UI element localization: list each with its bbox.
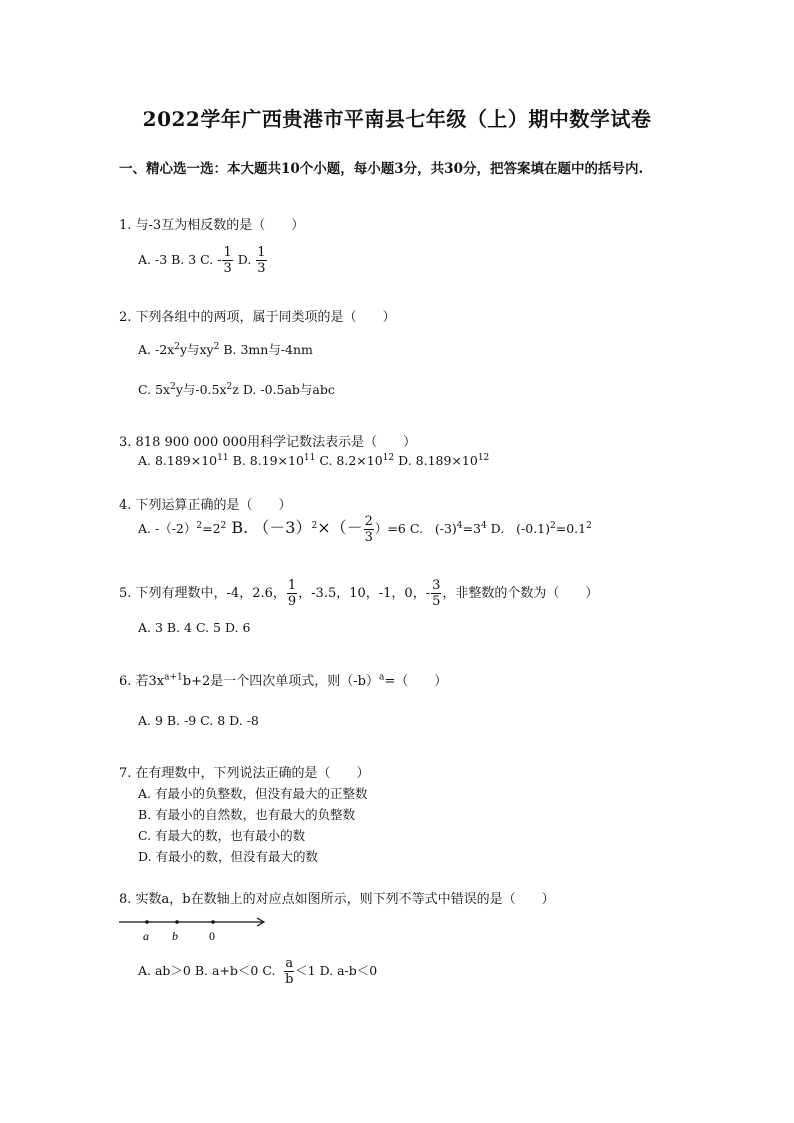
fraction: $\frac{2}{3}$ — [364, 514, 373, 545]
question-3-options: A. $8.189\times 10^{11}$ B. $8.19\times 10^{11}$ C. $8.2\times 10^{12}$ D. $8.189\times 10^{12}$ — [138, 453, 490, 469]
question-8-stem: 8. 实数a，b在数轴上的对应点如图所示，则下列不等式中错误的是（ ） — [119, 892, 555, 907]
question-7-option-d: D. 有最小的数，但没有最大的数 — [138, 849, 319, 864]
fraction: $\frac{1}{3}$ — [223, 245, 232, 276]
question-4-stem: 4. 下列运算正确的是（ ） — [119, 498, 292, 513]
label-b: b — [172, 929, 178, 943]
fraction: $\frac{1}{3}$ — [257, 245, 266, 276]
question-7-stem: 7. 在有理数中，下列说法正确的是（ ） — [119, 766, 370, 781]
section-heading: 一、精心选一选：本大题共10个小题，每小题3分，共30分，把答案填在题中的括号内. — [119, 161, 644, 177]
question-6-stem: 6. 若$3x^{a+1}b+2$是一个四次单项式，则$(-b)^a=$（ ） — [119, 672, 448, 689]
question-7-option-a: A. 有最小的负整数，但没有最大的正整数 — [138, 786, 368, 801]
question-1-stem: 1. 与-3互为相反数的是（ ） — [119, 218, 305, 233]
point-b — [175, 920, 179, 924]
question-2-stem: 2. 下列各组中的两项，属于同类项的是（ ） — [119, 310, 396, 325]
fraction: $\frac{a}{b}$ — [285, 956, 294, 987]
question-2-options-cd: C. $5x^2y$与$-0.5x^2z$ D. -0.5ab与abc — [138, 381, 335, 397]
question-5-stem: 5. 下列有理数中，-4，2.6， $\frac{1}{9}$ ，-3.5，10，-1，0，- $\frac{3}{5}$ ，非整数的个数为（ ） — [119, 578, 599, 609]
question-7-option-b: B. 有最小的自然数，也有最大的负整数 — [138, 807, 356, 822]
label-zero: 0 — [209, 929, 215, 943]
question-8-options: A. ab＞0 B. a+b＜0 C. $\frac{a}{b}$ ＜1 D. a-b＜0 — [138, 956, 378, 987]
question-2-options-ab: A. $-2x^2y$与$xy^2$ B. 3mn与-4nm — [138, 341, 313, 357]
question-1-options: A. -3 B. 3 C. - $\frac{1}{3}$ D. $\frac{1}{3}$ — [138, 245, 266, 276]
page-title: 2022学年广西贵港市平南县七年级（上）期中数学试卷 — [142, 107, 652, 131]
fraction: $\frac{1}{9}$ — [287, 578, 297, 609]
question-5-options: A. 3 B. 4 C. 5 D. 6 — [138, 620, 251, 635]
question-7-option-c: C. 有最大的数，也有最小的数 — [138, 828, 306, 843]
point-zero — [211, 920, 215, 924]
number-line-figure — [119, 912, 269, 946]
question-6-options: A. 9 B. -9 C. 8 D. -8 — [138, 713, 259, 728]
question-4-options: A. $-(-2)^2=2^2$ B. $(-3)^2\times(-$ $\frac{2}{3}$ ）=6 C. $(-3)^4=3^4$ D. $(-0.1)^2=0.1^2$ — [138, 514, 592, 545]
label-a: a — [143, 929, 149, 943]
fraction: $\frac{3}{5}$ — [432, 578, 441, 609]
question-3-stem: 3. 818 900 000 000用科学记数法表示是（ ） — [119, 435, 417, 450]
point-a — [145, 920, 149, 924]
